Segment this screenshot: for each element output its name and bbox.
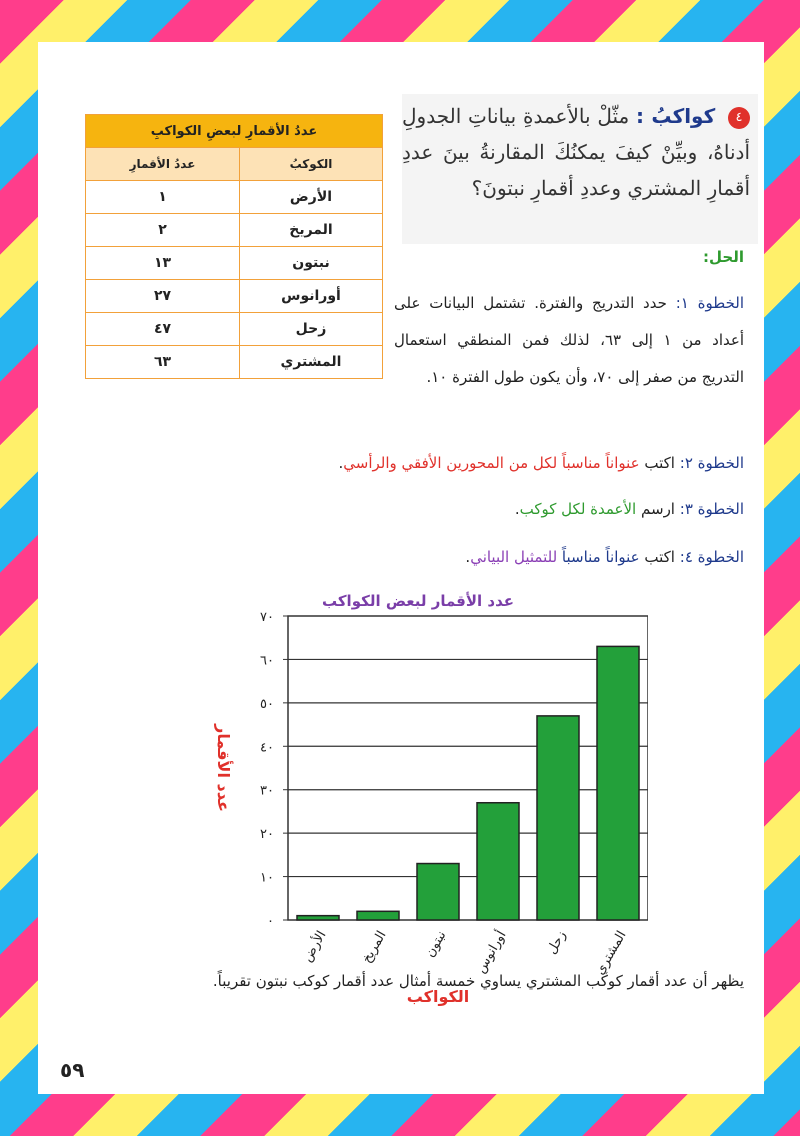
y-tick-label: ٦٠ bbox=[260, 653, 274, 669]
step-1 bbox=[394, 285, 744, 396]
y-tick-label: ١٠ bbox=[260, 870, 274, 886]
step-3 bbox=[515, 500, 744, 518]
problem-title: كواكبُ : bbox=[636, 104, 716, 128]
table-cell: نبتون bbox=[239, 247, 382, 280]
table-cell: ٢٧ bbox=[86, 280, 240, 313]
y-tick-label: ٤٠ bbox=[260, 740, 274, 756]
y-tick-label: ٣٠ bbox=[260, 783, 274, 799]
table-cell: ١ bbox=[86, 181, 240, 214]
step-2 bbox=[338, 454, 744, 472]
y-tick-label: ٠ bbox=[267, 914, 274, 929]
problem-text: مثّلْ بالأعمدةِ بياناتِ الجدولِ أدناهُ، وبيِّنْ كيفَ يمكنُكَ المقارنةُ بينَ عددِ أقمارِ المشتري وعددِ أقمارِ نبتونَ؟ bbox=[402, 104, 750, 200]
bar bbox=[477, 803, 519, 920]
table-row bbox=[86, 280, 383, 313]
x-tick-label: الأرض bbox=[299, 928, 330, 965]
step-2-verb: اكتب bbox=[644, 454, 675, 472]
plot-area bbox=[260, 610, 648, 978]
table-cell: المشتري bbox=[239, 346, 382, 379]
y-tick-label: ٧٠ bbox=[260, 610, 274, 625]
plot-frame bbox=[288, 616, 648, 920]
step-3-highlight: الأعمدة لكل كوكب bbox=[519, 500, 637, 518]
page-number: ٥٩ bbox=[60, 1058, 85, 1082]
table-title: عددُ الأقمارِ لبعضِ الكواكبِ bbox=[86, 115, 383, 148]
step-3-label: الخطوة ٣: bbox=[679, 500, 744, 518]
x-tick-label: المشتري bbox=[592, 928, 630, 978]
step-1-text: حدد التدريج والفترة. تشتمل البيانات على أعداد من ١ إلى ٦٣، لذلك فمن المنطقي استعمال التدريج من صفر إلى ٧٠، وأن يكون طول الفترة ١٠. bbox=[394, 294, 744, 386]
page-background bbox=[38, 42, 764, 1094]
step-4-highlight: عنواناً مناسباً bbox=[561, 548, 640, 566]
table-row bbox=[86, 313, 383, 346]
problem-box bbox=[402, 94, 758, 244]
bar bbox=[417, 864, 459, 920]
step-4-highlight-2: للتمثيل البياني bbox=[470, 548, 558, 566]
table-row bbox=[86, 181, 383, 214]
table-cell: المريخ bbox=[239, 214, 382, 247]
x-axis-label: الكواكب bbox=[406, 987, 470, 1006]
table-row bbox=[86, 247, 383, 280]
x-tick-label: أورانوس bbox=[473, 928, 510, 976]
table-row bbox=[86, 346, 383, 379]
table-cell: الأرض bbox=[239, 181, 382, 214]
table-header-planet: الكوكبُ bbox=[239, 148, 382, 181]
table-cell: ٢ bbox=[86, 214, 240, 247]
table-row bbox=[86, 214, 383, 247]
step-4-verb: اكتب bbox=[644, 548, 675, 566]
bar bbox=[357, 911, 399, 920]
moons-table bbox=[85, 114, 383, 379]
step-2-label: الخطوة ٢: bbox=[679, 454, 744, 472]
moons-bar-chart bbox=[158, 590, 648, 1010]
conclusion-text: يظهر أن عدد أقمار كوكب المشتري يساوي خمسة أمثال عدد أقمار كوكب نبتون تقريباً. bbox=[212, 972, 744, 990]
page-content bbox=[38, 42, 764, 1094]
step-4-period: . bbox=[465, 548, 471, 566]
step-3-period: . bbox=[514, 500, 520, 518]
bar bbox=[297, 916, 339, 920]
x-tick-label: المريخ bbox=[359, 928, 390, 966]
problem-number-badge: ٤ bbox=[728, 107, 750, 129]
bar bbox=[597, 646, 639, 920]
bar bbox=[537, 716, 579, 920]
y-tick-label: ٢٠ bbox=[260, 827, 274, 843]
step-3-verb: ارسم bbox=[641, 500, 675, 518]
table-cell: أورانوس bbox=[239, 280, 382, 313]
table-cell: زحل bbox=[239, 313, 382, 346]
table-cell: ٤٧ bbox=[86, 313, 240, 346]
step-2-period: . bbox=[338, 454, 344, 472]
step-1-label: الخطوة ١: bbox=[675, 294, 744, 312]
step-4-label: الخطوة ٤: bbox=[679, 548, 744, 566]
table-cell: ١٣ bbox=[86, 247, 240, 280]
x-tick-label: زحل bbox=[544, 928, 570, 957]
chart-title: عدد الأقمار لبعض الكواكب bbox=[321, 592, 515, 610]
x-tick-label: نبتون bbox=[422, 928, 450, 961]
y-tick-label: ٥٠ bbox=[260, 696, 274, 712]
step-4 bbox=[465, 548, 744, 566]
table-header-moons: عددُ الأقمارِ bbox=[86, 148, 240, 181]
table-cell: ٦٣ bbox=[86, 346, 240, 379]
y-axis-label: عدد الأقمار bbox=[214, 724, 233, 812]
step-2-highlight: عنواناً مناسباً لكل من المحورين الأفقي والرأسي bbox=[343, 454, 640, 472]
solution-label: الحل: bbox=[703, 248, 744, 266]
